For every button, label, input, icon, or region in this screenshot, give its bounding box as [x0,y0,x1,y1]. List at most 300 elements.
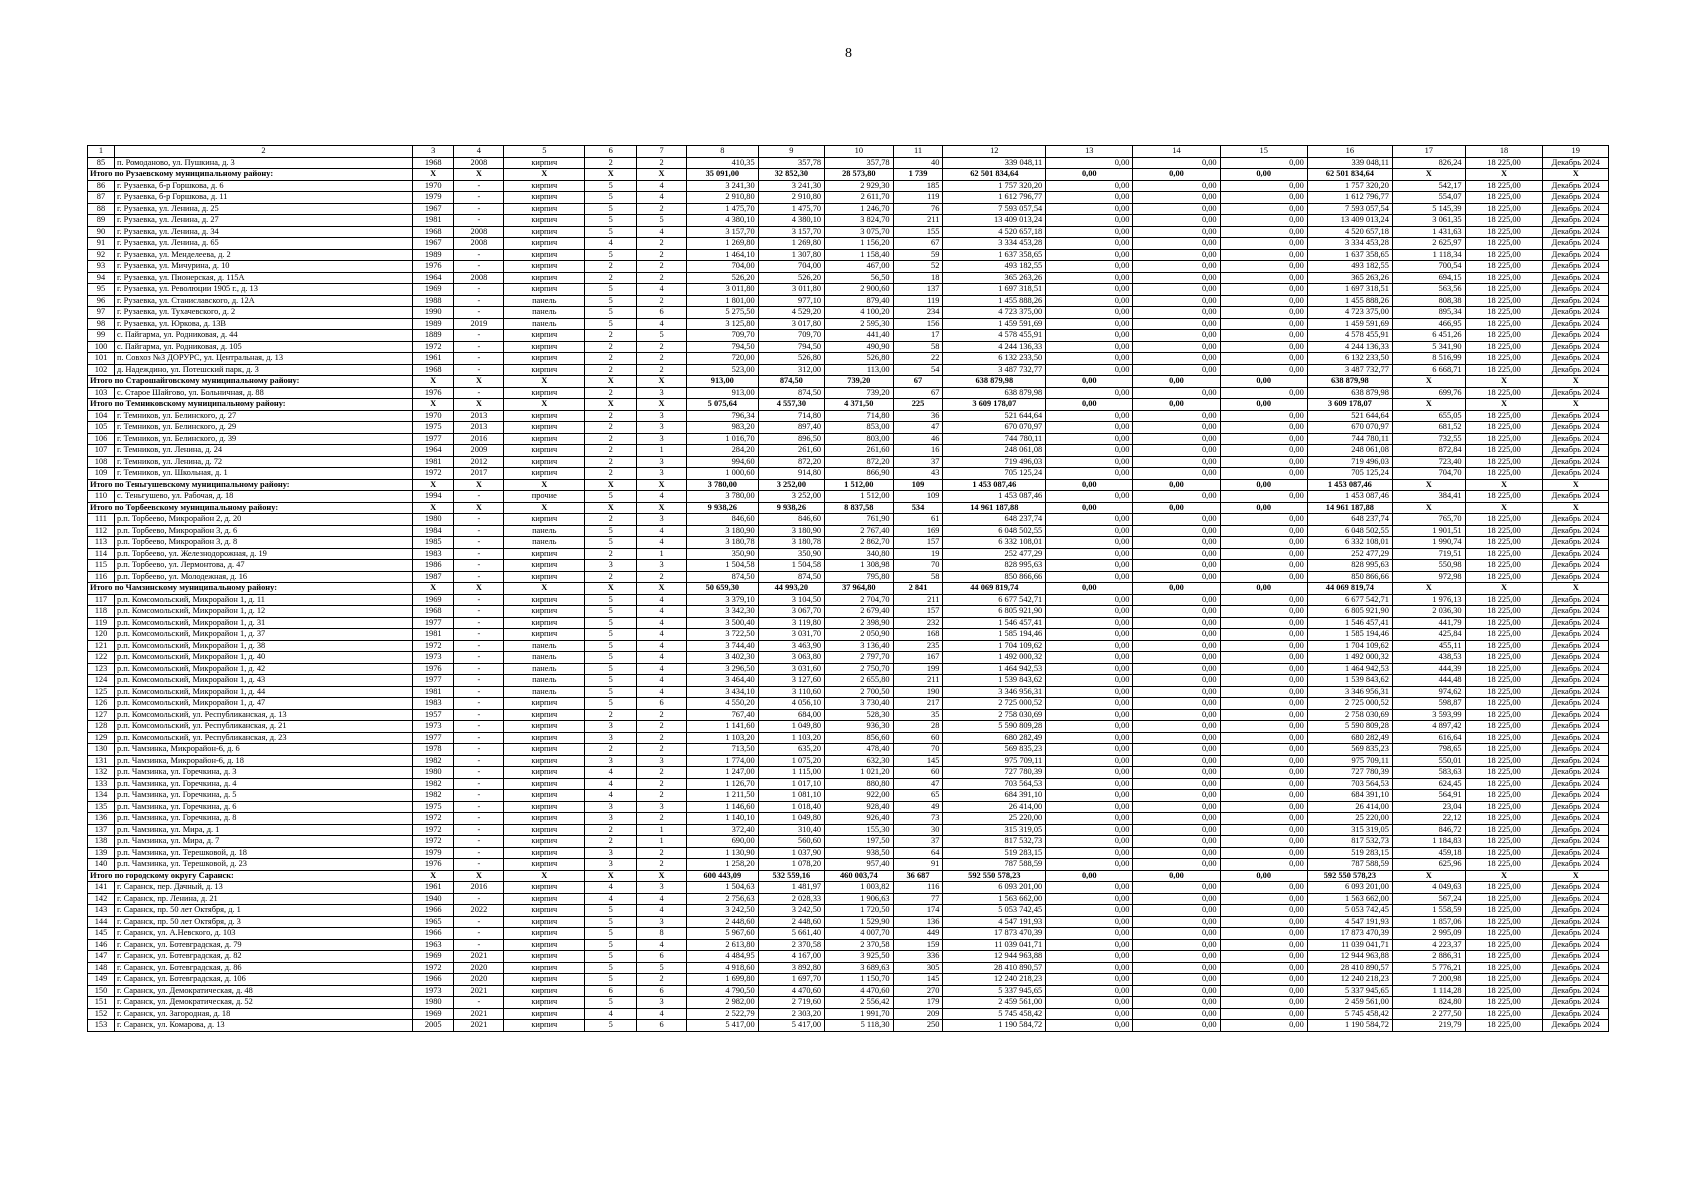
table-cell: Декабрь 2024 [1543,698,1609,710]
table-cell: 0,00 [1133,238,1220,250]
table-cell: Декабрь 2024 [1543,491,1609,503]
table-cell: 1973 [412,721,454,733]
table-cell: 0,00 [1220,238,1307,250]
table-cell: 1972 [412,640,454,652]
table-cell: 4 790,50 [687,985,759,997]
table-cell: Декабрь 2024 [1543,606,1609,618]
table-cell: 91 [893,859,943,871]
table-cell: 4 [637,893,687,905]
table-cell: 18 225,00 [1465,514,1543,526]
table-cell: 0,00 [1133,537,1220,549]
table-row [88,295,1609,307]
subtotal-cell: X [585,870,637,882]
table-cell: 787 588,59 [943,859,1046,871]
table-cell: - [454,617,504,629]
column-number-row [88,146,1609,158]
table-cell: 872,20 [758,456,824,468]
table-cell: 98 [88,318,115,330]
table-cell: 5 [585,594,637,606]
table-cell: 5 337 945,65 [943,985,1046,997]
table-cell: 0,00 [1133,652,1220,664]
table-cell: 103 [88,387,115,399]
table-cell: Декабрь 2024 [1543,364,1609,376]
subtotal-cell: X [412,479,454,491]
table-cell: 5 118,30 [825,1020,894,1032]
table-cell: 2 [585,341,637,353]
table-cell: 0,00 [1220,261,1307,273]
subtotal-cell: X [585,479,637,491]
table-cell: кирпич [504,997,585,1009]
table-cell: кирпич [504,284,585,296]
table-cell: 872,20 [825,456,894,468]
table-cell: 684 391,10 [943,790,1046,802]
table-cell: 526,20 [687,272,759,284]
table-cell: 102 [88,364,115,376]
table-cell: 1 049,80 [758,721,824,733]
table-cell: - [454,709,504,721]
subtotal-cell: X [504,399,585,411]
table-cell: 2008 [454,238,504,250]
table-cell: 523,00 [687,364,759,376]
table-cell: 3 [637,456,687,468]
table-cell: 58 [893,571,943,583]
table-cell: 1990 [412,307,454,319]
table-cell: Декабрь 2024 [1543,157,1609,169]
table-cell: 92 [88,249,115,261]
table-cell: 18 225,00 [1465,203,1543,215]
table-cell: 2 [637,364,687,376]
table-cell: кирпич [504,755,585,767]
table-cell: 1 075,20 [758,755,824,767]
table-cell: 1968 [412,226,454,238]
table-cell: 4 [637,939,687,951]
address-cell: г. Рузаевка, ул. Ленина, д. 27 [114,215,412,227]
table-cell: 3 180,78 [687,537,759,549]
table-cell: 1 017,10 [758,778,824,790]
table-cell: 120 [88,629,115,641]
table-cell: - [454,514,504,526]
table-cell: 2 [637,295,687,307]
table-cell: 528,30 [825,709,894,721]
address-cell: г. Рузаевка, ул. Мичурина, д. 10 [114,261,412,273]
table-cell: 1961 [412,882,454,894]
subtotal-row [88,399,1609,411]
column-number-cell: 15 [1220,146,1307,158]
table-row [88,606,1609,618]
table-cell: 139 [88,847,115,859]
table-cell: 18 225,00 [1465,974,1543,986]
table-cell: 3 067,70 [758,606,824,618]
table-cell: 787 588,59 [1307,859,1392,871]
table-cell: - [454,491,504,503]
table-cell: 4 [637,180,687,192]
table-cell: кирпич [504,939,585,951]
subtotal-cell: X [1392,870,1465,882]
table-cell: 168 [893,629,943,641]
table-cell: 174 [893,905,943,917]
table-row [88,859,1609,871]
table-cell: 357,78 [758,157,824,169]
table-cell: 856,60 [825,732,894,744]
subtotal-cell: X [1543,376,1609,388]
table-cell: 4 [637,318,687,330]
table-cell: 148 [88,962,115,974]
table-cell: 455,11 [1392,640,1465,652]
table-row [88,364,1609,376]
subtotal-cell: X [585,502,637,514]
table-cell: 0,00 [1220,629,1307,641]
table-cell: 0,00 [1046,215,1133,227]
table-cell: 3 [637,422,687,434]
table-cell: 70 [893,560,943,572]
table-row [88,157,1609,169]
table-cell: 1 269,80 [687,238,759,250]
table-cell: 2 522,79 [687,1008,759,1020]
table-cell: 18 225,00 [1465,238,1543,250]
table-cell: 2 [585,272,637,284]
table-cell: 3 017,80 [758,318,824,330]
table-cell: 5 337 945,65 [1307,985,1392,997]
table-cell: 1 475,70 [758,203,824,215]
table-cell: 0,00 [1220,1008,1307,1020]
table-cell: Декабрь 2024 [1543,778,1609,790]
table-cell: 2 758 030,69 [943,709,1046,721]
table-cell: 4 [637,226,687,238]
table-cell: Декабрь 2024 [1543,330,1609,342]
table-cell: 54 [893,364,943,376]
table-cell: 6 805 921,90 [943,606,1046,618]
subtotal-label: Итого по Старошайговскому муниципальному району: [88,376,413,388]
address-cell: п. Ромоданово, ул. Пушкина, д. 3 [114,157,412,169]
table-cell: 140 [88,859,115,871]
table-cell: Декабрь 2024 [1543,893,1609,905]
table-cell: 1 504,58 [687,560,759,572]
table-cell: 0,00 [1133,284,1220,296]
table-cell: 5 417,00 [758,1020,824,1032]
table-cell: Декабрь 2024 [1543,525,1609,537]
table-cell: 410,35 [687,157,759,169]
subtotal-cell: X [637,870,687,882]
table-cell: 1981 [412,215,454,227]
table-cell: 5 745 458,42 [1307,1008,1392,1020]
table-cell: 3 136,40 [825,640,894,652]
table-cell: 0,00 [1133,433,1220,445]
column-number-cell: 13 [1046,146,1133,158]
table-cell: 4 897,42 [1392,721,1465,733]
table-cell: 583,63 [1392,767,1465,779]
subtotal-cell: X [1465,870,1543,882]
subtotal-cell: X [637,376,687,388]
table-cell: 18 225,00 [1465,721,1543,733]
table-cell: 1 801,00 [687,295,759,307]
table-cell: 109 [893,491,943,503]
table-cell: кирпич [504,1008,585,1020]
table-cell: 18 225,00 [1465,652,1543,664]
table-cell: 128 [88,721,115,733]
table-cell: 0,00 [1046,847,1133,859]
table-cell: - [454,847,504,859]
subtotal-cell: 9 938,26 [758,502,824,514]
address-cell: р.п. Чамзинка, ул. Терешковой, д. 23 [114,859,412,871]
table-cell: 113,00 [825,364,894,376]
table-cell: 2 448,60 [687,916,759,928]
address-cell: р.п. Комсомольский, Микрорайон 1, д. 44 [114,686,412,698]
table-cell: 0,00 [1133,157,1220,169]
subtotal-row [88,479,1609,491]
subtotal-cell: X [1543,169,1609,181]
table-cell: 5 [585,640,637,652]
table-cell: 4 380,10 [687,215,759,227]
table-cell: 18 225,00 [1465,813,1543,825]
table-cell: 0,00 [1220,778,1307,790]
table-cell: 526,80 [825,353,894,365]
table-cell: Декабрь 2024 [1543,560,1609,572]
table-cell: 0,00 [1133,813,1220,825]
table-cell: 18 225,00 [1465,836,1543,848]
table-cell: 5 661,40 [758,928,824,940]
table-cell: 2 303,20 [758,1008,824,1020]
table-cell: 850 866,66 [1307,571,1392,583]
table-cell: 0,00 [1046,606,1133,618]
table-cell: 1987 [412,571,454,583]
subtotal-cell: X [454,502,504,514]
table-cell: 107 [88,445,115,457]
table-cell: 159 [893,939,943,951]
table-cell: 1 049,80 [758,813,824,825]
table-cell: 1 078,20 [758,859,824,871]
table-cell: 1 118,34 [1392,249,1465,261]
table-cell: 0,00 [1220,514,1307,526]
table-cell: 1 114,28 [1392,985,1465,997]
table-cell: 0,00 [1133,249,1220,261]
table-cell: 3 [585,732,637,744]
address-cell: р.п. Комсомольский, Микрорайон 1, д. 42 [114,663,412,675]
table-cell: 2022 [454,905,504,917]
table-cell: 1970 [412,410,454,422]
address-cell: г. Саранск, ул. Ботевградская, д. 106 [114,974,412,986]
table-cell: 3 464,40 [687,675,759,687]
subtotal-cell: 8 837,58 [825,502,894,514]
table-cell: 6 048 502,55 [943,525,1046,537]
table-cell: Декабрь 2024 [1543,272,1609,284]
table-cell: 0,00 [1220,974,1307,986]
table-cell: 0,00 [1046,1008,1133,1020]
table-cell: 0,00 [1220,721,1307,733]
table-cell: Декабрь 2024 [1543,801,1609,813]
table-cell: 2 982,00 [687,997,759,1009]
table-cell: 116 [88,571,115,583]
table-cell: 0,00 [1220,295,1307,307]
subtotal-cell: 0,00 [1046,870,1133,882]
table-cell: 1 190 584,72 [1307,1020,1392,1032]
table-cell: 5 275,50 [687,307,759,319]
table-cell: 0,00 [1133,939,1220,951]
table-cell: Декабрь 2024 [1543,238,1609,250]
table-cell: 713,50 [687,744,759,756]
table-cell: 18 225,00 [1465,537,1543,549]
table-cell: 2 [637,974,687,986]
table-cell: - [454,698,504,710]
table-cell: 0,00 [1220,548,1307,560]
table-cell: 2 [637,261,687,273]
table-cell: 2 [637,790,687,802]
table-cell: 0,00 [1220,801,1307,813]
table-cell: кирпич [504,456,585,468]
table-cell: 1972 [412,813,454,825]
table-cell: 1 103,20 [687,732,759,744]
table-cell: 1967 [412,203,454,215]
table-row [88,203,1609,215]
table-cell: 1 637 358,65 [1307,249,1392,261]
table-cell: Декабрь 2024 [1543,859,1609,871]
table-cell: 0,00 [1133,916,1220,928]
table-cell: 0,00 [1133,640,1220,652]
table-cell: 4 [637,617,687,629]
table-cell: 0,00 [1046,433,1133,445]
subtotal-cell: 35 091,00 [687,169,759,181]
table-cell: Декабрь 2024 [1543,468,1609,480]
table-cell: 0,00 [1046,709,1133,721]
table-cell: Декабрь 2024 [1543,445,1609,457]
table-cell: 1979 [412,192,454,204]
table-cell: 0,00 [1133,1020,1220,1032]
table-cell: 1967 [412,238,454,250]
table-cell: кирпич [504,341,585,353]
table-cell: 4 056,10 [758,698,824,710]
table-row [88,1008,1609,1020]
table-cell: 0,00 [1133,192,1220,204]
table-cell: 1 704 109,62 [943,640,1046,652]
table-cell: 0,00 [1046,767,1133,779]
table-cell: 18 225,00 [1465,778,1543,790]
table-row [88,686,1609,698]
address-cell: г. Темников, ул. Ленина, д. 24 [114,445,412,457]
subtotal-cell: X [1543,870,1609,882]
address-cell: г. Темников, ул. Ленина, д. 72 [114,456,412,468]
table-cell: 4 470,60 [825,985,894,997]
table-cell: 76 [893,203,943,215]
address-cell: с. Пайгарма, ул. Родниковая, д. 105 [114,341,412,353]
table-cell: 59 [893,249,943,261]
column-number-cell: 7 [637,146,687,158]
table-cell: 105 [88,422,115,434]
subtotal-cell: X [412,169,454,181]
table-cell: 0,00 [1133,341,1220,353]
table-cell: 5 [585,939,637,951]
table-cell: 104 [88,410,115,422]
table-cell: 1966 [412,928,454,940]
table-cell: 1968 [412,157,454,169]
table-cell: 0,00 [1220,962,1307,974]
table-cell: 5 [585,916,637,928]
table-cell: 3 722,50 [687,629,759,641]
table-cell: 3 242,50 [758,905,824,917]
table-cell: 40 [893,157,943,169]
table-cell: 7 200,98 [1392,974,1465,986]
table-cell: 795,80 [825,571,894,583]
table-cell: Декабрь 2024 [1543,203,1609,215]
table-cell: 131 [88,755,115,767]
table-cell: 625,96 [1392,859,1465,871]
table-cell: 2021 [454,1008,504,1020]
table-cell: 0,00 [1133,295,1220,307]
table-cell: 6 048 502,55 [1307,525,1392,537]
table-cell: 1 184,83 [1392,836,1465,848]
table-cell: 5 [637,330,687,342]
table-cell: 18 225,00 [1465,560,1543,572]
table-cell: - [454,295,504,307]
table-row [88,456,1609,468]
table-cell: 846,60 [758,514,824,526]
table-cell: 18 225,00 [1465,192,1543,204]
table-row [88,732,1609,744]
table-cell: 73 [893,813,943,825]
table-cell: Декабрь 2024 [1543,916,1609,928]
table-cell: 1 016,70 [687,433,759,445]
table-cell: 248 061,08 [943,445,1046,457]
table-cell: 803,00 [825,433,894,445]
table-cell: кирпич [504,732,585,744]
table-cell: 0,00 [1220,698,1307,710]
table-cell: 704,00 [758,261,824,273]
table-cell: 0,00 [1133,456,1220,468]
table-cell: 5 417,00 [687,1020,759,1032]
table-cell: 18 225,00 [1465,905,1543,917]
table-cell: 18 225,00 [1465,606,1543,618]
table-cell: 6 132 233,50 [1307,353,1392,365]
table-cell: кирпич [504,1020,585,1032]
table-cell: 1976 [412,859,454,871]
table-cell: 2 995,09 [1392,928,1465,940]
table-cell: Декабрь 2024 [1543,1020,1609,1032]
table-cell: 1980 [412,514,454,526]
table-cell: 1982 [412,778,454,790]
table-row [88,882,1609,894]
table-row [88,1020,1609,1032]
table-cell: 0,00 [1220,594,1307,606]
table-cell: 3 242,50 [687,905,759,917]
table-cell: 1 585 194,46 [943,629,1046,641]
table-cell: 2 704,70 [825,594,894,606]
table-cell: кирпич [504,801,585,813]
table-cell: 0,00 [1133,422,1220,434]
table-cell: 6 677 542,71 [943,594,1046,606]
subtotal-cell: X [412,583,454,595]
table-cell: Декабрь 2024 [1543,318,1609,330]
table-cell: 817 532,73 [1307,836,1392,848]
table-cell: 99 [88,330,115,342]
table-cell: 648 237,74 [943,514,1046,526]
subtotal-label: Итого по Торбеевскому муниципальному району: [88,502,413,514]
table-cell: 425,84 [1392,629,1465,641]
table-cell: 6 [637,698,687,710]
table-cell: 4 [585,238,637,250]
table-cell: 2 750,70 [825,663,894,675]
table-row [88,410,1609,422]
table-cell: 6 [637,1020,687,1032]
table-cell: 521 644,64 [943,410,1046,422]
table-cell: 4 [585,1008,637,1020]
table-cell: 350,90 [758,548,824,560]
table-cell: 3 063,80 [758,652,824,664]
table-cell: 0,00 [1046,514,1133,526]
table-cell: 2 679,40 [825,606,894,618]
subtotal-cell: 460 003,74 [825,870,894,882]
table-cell: 2 [585,468,637,480]
subtotal-label: Итого по Рузаевскому муниципальному району: [88,169,413,181]
table-cell: 5 776,21 [1392,962,1465,974]
table-row [88,997,1609,1009]
